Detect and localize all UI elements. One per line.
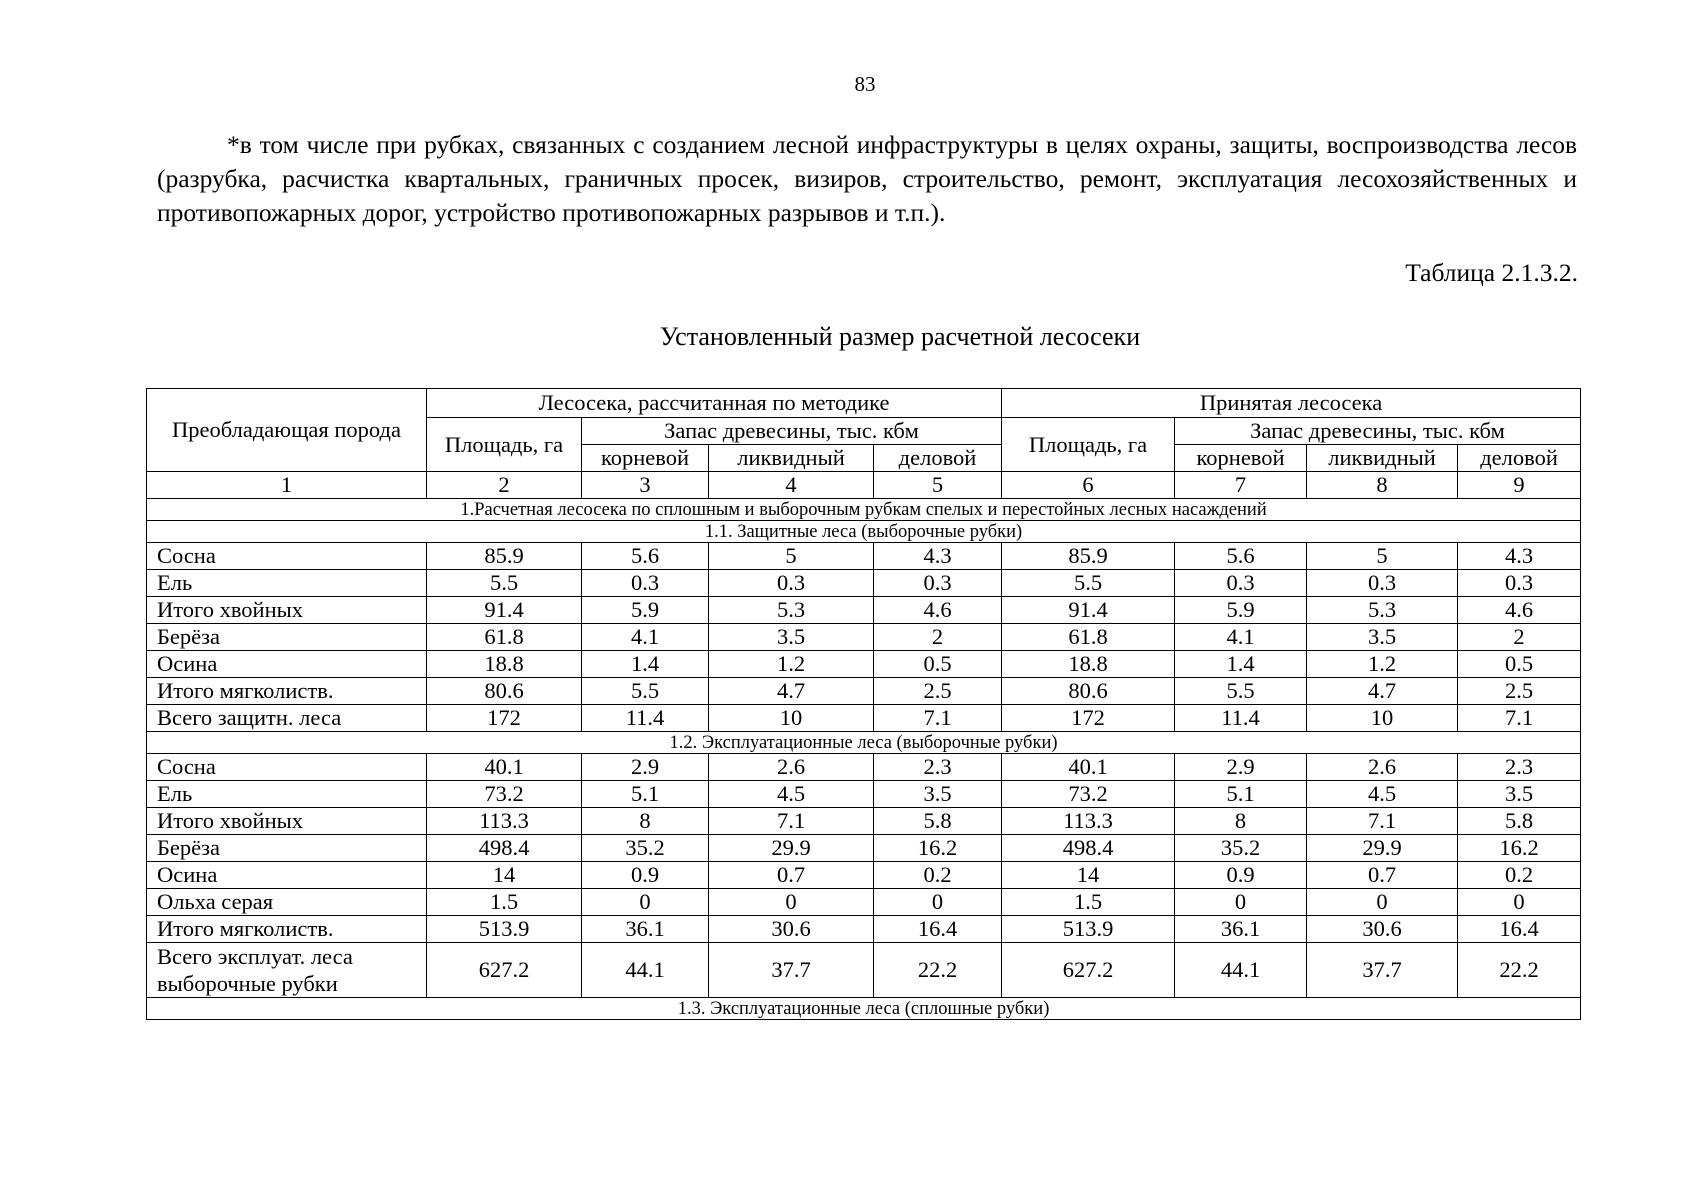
value-cell: 0.9 [1175, 862, 1307, 889]
value-cell: 4.1 [582, 624, 709, 651]
column-number: 3 [582, 472, 709, 499]
harvest-table [146, 388, 1581, 1020]
value-cell: 0.7 [1307, 862, 1458, 889]
value-cell: 22.2 [1458, 943, 1581, 998]
value-cell: 113.3 [427, 808, 582, 835]
column-number: 7 [1175, 472, 1307, 499]
value-cell: 91.4 [1002, 597, 1175, 624]
value-cell: 61.8 [427, 624, 582, 651]
table-title: Установленный размер расчетной лесосеки [659, 322, 1141, 351]
species-cell: Сосна [147, 543, 427, 570]
value-cell: 16.2 [874, 835, 1002, 862]
column-number: 2 [427, 472, 582, 499]
value-cell: 2.3 [1458, 754, 1581, 781]
value-cell: 0 [1175, 889, 1307, 916]
value-cell: 30.6 [709, 916, 874, 943]
header-root-accepted: корневой [1175, 445, 1307, 472]
table-row [147, 916, 1581, 943]
table-row [147, 862, 1581, 889]
value-cell: 14 [1002, 862, 1175, 889]
value-cell: 30.6 [1307, 916, 1458, 943]
value-cell: 5.5 [427, 570, 582, 597]
table-header [147, 389, 1581, 499]
value-cell: 5.5 [582, 678, 709, 705]
species-cell: Всего эксплуат. леса выборочные рубки [147, 943, 427, 998]
value-cell: 513.9 [427, 916, 582, 943]
column-number-row [147, 472, 1581, 499]
footnote-paragraph: *в том числе при рубках, связанных с созданием лесной инфраструктуры в целях охраны, защиты, воспроизводства лесов (разрубка, расчистка квартальных, граничных просек, визиров, строительство, ремонт, эксплуатация лесохозяйственных и противопожарных дорог, устройство противопожарных разрывов и т.п.). [157, 130, 1577, 227]
value-cell: 2.6 [709, 754, 874, 781]
table-row [147, 808, 1581, 835]
value-cell: 172 [1002, 705, 1175, 732]
value-cell: 29.9 [1307, 835, 1458, 862]
value-cell: 37.7 [709, 943, 874, 998]
value-cell: 7.1 [1458, 705, 1581, 732]
value-cell: 61.8 [1002, 624, 1175, 651]
header-commercial-accepted: деловой [1458, 445, 1581, 472]
value-cell: 5.1 [1175, 781, 1307, 808]
value-cell: 4.7 [1307, 678, 1458, 705]
table-row [147, 543, 1581, 570]
value-cell: 5.1 [582, 781, 709, 808]
table-body [147, 499, 1581, 732]
value-cell: 0 [1458, 889, 1581, 916]
value-cell: 5.5 [1175, 678, 1307, 705]
value-cell: 2.5 [874, 678, 1002, 705]
value-cell: 85.9 [427, 543, 582, 570]
value-cell: 22.2 [874, 943, 1002, 998]
value-cell: 4.1 [1175, 624, 1307, 651]
value-cell: 73.2 [1002, 781, 1175, 808]
value-cell: 16.4 [1458, 916, 1581, 943]
table-row [147, 889, 1581, 916]
species-cell: Ель [147, 781, 427, 808]
value-cell: 0.2 [1458, 862, 1581, 889]
value-cell: 18.8 [1002, 651, 1175, 678]
value-cell: 35.2 [1175, 835, 1307, 862]
species-cell: Итого мягколиств. [147, 916, 427, 943]
species-cell: Ель [147, 570, 427, 597]
value-cell: 0.3 [1175, 570, 1307, 597]
value-cell: 3.5 [1458, 781, 1581, 808]
value-cell: 7.1 [1307, 808, 1458, 835]
table-row [147, 570, 1581, 597]
value-cell: 3.5 [709, 624, 874, 651]
header-species: Преобладающая порода [147, 389, 427, 472]
value-cell: 37.7 [1307, 943, 1458, 998]
value-cell: 0.3 [874, 570, 1002, 597]
table-row [147, 678, 1581, 705]
value-cell: 1.4 [582, 651, 709, 678]
header-stock-accepted: Запас древесины, тыс. кбм [1175, 418, 1581, 445]
value-cell: 0.5 [874, 651, 1002, 678]
value-cell: 5.5 [1002, 570, 1175, 597]
species-cell: Всего защитн. леса [147, 705, 427, 732]
value-cell: 4.5 [1307, 781, 1458, 808]
value-cell: 85.9 [1002, 543, 1175, 570]
value-cell: 8 [582, 808, 709, 835]
species-cell: Итого хвойных [147, 808, 427, 835]
section-row [147, 998, 1581, 1020]
value-cell: 10 [1307, 705, 1458, 732]
header-root-calculated: корневой [582, 445, 709, 472]
value-cell: 11.4 [1175, 705, 1307, 732]
column-number: 8 [1307, 472, 1458, 499]
header-stock-calculated: Запас древесины, тыс. кбм [582, 418, 1002, 445]
value-cell: 0.9 [582, 862, 709, 889]
section-row [147, 732, 1581, 754]
section-title: 1.Расчетная лесосека по сплошным и выборочным рубкам спелых и перестойных лесных насаждений [147, 499, 1581, 521]
value-cell: 5.6 [1175, 543, 1307, 570]
value-cell: 0.5 [1458, 651, 1581, 678]
value-cell: 2 [1458, 624, 1581, 651]
value-cell: 5.8 [1458, 808, 1581, 835]
species-cell: Берёза [147, 835, 427, 862]
value-cell: 0 [709, 889, 874, 916]
value-cell: 4.3 [874, 543, 1002, 570]
table-row [147, 943, 1581, 998]
value-cell: 40.1 [427, 754, 582, 781]
table-row [147, 835, 1581, 862]
table-body [147, 732, 1581, 998]
value-cell: 498.4 [1002, 835, 1175, 862]
page-number: 83 [854, 72, 876, 96]
section-row [147, 499, 1581, 521]
header-liquid-calculated: ликвидный [709, 445, 874, 472]
value-cell: 2 [874, 624, 1002, 651]
value-cell: 4.7 [709, 678, 874, 705]
table-body [147, 998, 1581, 1020]
value-cell: 4.6 [1458, 597, 1581, 624]
table-row [147, 624, 1581, 651]
value-cell: 3.5 [1307, 624, 1458, 651]
value-cell: 4.3 [1458, 543, 1581, 570]
value-cell: 36.1 [582, 916, 709, 943]
value-cell: 5.9 [582, 597, 709, 624]
value-cell: 2.9 [1175, 754, 1307, 781]
value-cell: 44.1 [1175, 943, 1307, 998]
value-cell: 36.1 [1175, 916, 1307, 943]
value-cell: 40.1 [1002, 754, 1175, 781]
table-row [147, 597, 1581, 624]
value-cell: 1.5 [427, 889, 582, 916]
table-row [147, 705, 1581, 732]
value-cell: 16.2 [1458, 835, 1581, 862]
subsection-title: 1.2. Эксплуатационные леса (выборочные рубки) [147, 732, 1581, 754]
value-cell: 7.1 [874, 705, 1002, 732]
value-cell: 10 [709, 705, 874, 732]
value-cell: 5.3 [1307, 597, 1458, 624]
value-cell: 5.3 [709, 597, 874, 624]
column-number: 9 [1458, 472, 1581, 499]
column-number: 4 [709, 472, 874, 499]
value-cell: 5.6 [582, 543, 709, 570]
value-cell: 7.1 [709, 808, 874, 835]
value-cell: 11.4 [582, 705, 709, 732]
value-cell: 0 [582, 889, 709, 916]
value-cell: 1.2 [1307, 651, 1458, 678]
header-commercial-calculated: деловой [874, 445, 1002, 472]
subsection-title: 1.3. Эксплуатационные леса (сплошные рубки) [147, 998, 1581, 1020]
value-cell: 0 [874, 889, 1002, 916]
header-area-accepted: Площадь, га [1002, 418, 1175, 472]
value-cell: 73.2 [427, 781, 582, 808]
table-label: Таблица 2.1.3.2. [1405, 258, 1578, 287]
value-cell: 91.4 [427, 597, 582, 624]
value-cell: 1.5 [1002, 889, 1175, 916]
species-cell: Ольха серая [147, 889, 427, 916]
table-row [147, 781, 1581, 808]
species-cell: Берёза [147, 624, 427, 651]
value-cell: 0.3 [1307, 570, 1458, 597]
species-cell: Сосна [147, 754, 427, 781]
value-cell: 16.4 [874, 916, 1002, 943]
value-cell: 44.1 [582, 943, 709, 998]
value-cell: 35.2 [582, 835, 709, 862]
value-cell: 80.6 [427, 678, 582, 705]
value-cell: 5 [709, 543, 874, 570]
value-cell: 113.3 [1002, 808, 1175, 835]
value-cell: 4.6 [874, 597, 1002, 624]
value-cell: 29.9 [709, 835, 874, 862]
value-cell: 5 [1307, 543, 1458, 570]
table-row [147, 754, 1581, 781]
value-cell: 0.2 [874, 862, 1002, 889]
value-cell: 172 [427, 705, 582, 732]
subsection-title: 1.1. Защитные леса (выборочные рубки) [147, 521, 1581, 543]
header-area-calculated: Площадь, га [427, 418, 582, 472]
value-cell: 1.4 [1175, 651, 1307, 678]
species-cell: Итого хвойных [147, 597, 427, 624]
value-cell: 0.3 [709, 570, 874, 597]
species-cell: Осина [147, 651, 427, 678]
column-number: 5 [874, 472, 1002, 499]
header-group-calculated: Лесосека, рассчитанная по методике [427, 389, 1002, 418]
value-cell: 0.3 [1458, 570, 1581, 597]
species-cell: Осина [147, 862, 427, 889]
value-cell: 18.8 [427, 651, 582, 678]
value-cell: 2.5 [1458, 678, 1581, 705]
header-group-accepted: Принятая лесосека [1002, 389, 1581, 418]
value-cell: 2.6 [1307, 754, 1458, 781]
value-cell: 4.5 [709, 781, 874, 808]
value-cell: 627.2 [427, 943, 582, 998]
value-cell: 498.4 [427, 835, 582, 862]
header-liquid-accepted: ликвидный [1307, 445, 1458, 472]
value-cell: 2.3 [874, 754, 1002, 781]
value-cell: 0 [1307, 889, 1458, 916]
value-cell: 0.7 [709, 862, 874, 889]
column-number: 6 [1002, 472, 1175, 499]
column-number: 1 [147, 472, 427, 499]
value-cell: 5.8 [874, 808, 1002, 835]
value-cell: 8 [1175, 808, 1307, 835]
value-cell: 627.2 [1002, 943, 1175, 998]
value-cell: 2.9 [582, 754, 709, 781]
value-cell: 513.9 [1002, 916, 1175, 943]
value-cell: 0.3 [582, 570, 709, 597]
section-row [147, 521, 1581, 543]
value-cell: 3.5 [874, 781, 1002, 808]
table-row [147, 651, 1581, 678]
value-cell: 5.9 [1175, 597, 1307, 624]
value-cell: 1.2 [709, 651, 874, 678]
species-cell: Итого мягколиств. [147, 678, 427, 705]
value-cell: 80.6 [1002, 678, 1175, 705]
value-cell: 14 [427, 862, 582, 889]
